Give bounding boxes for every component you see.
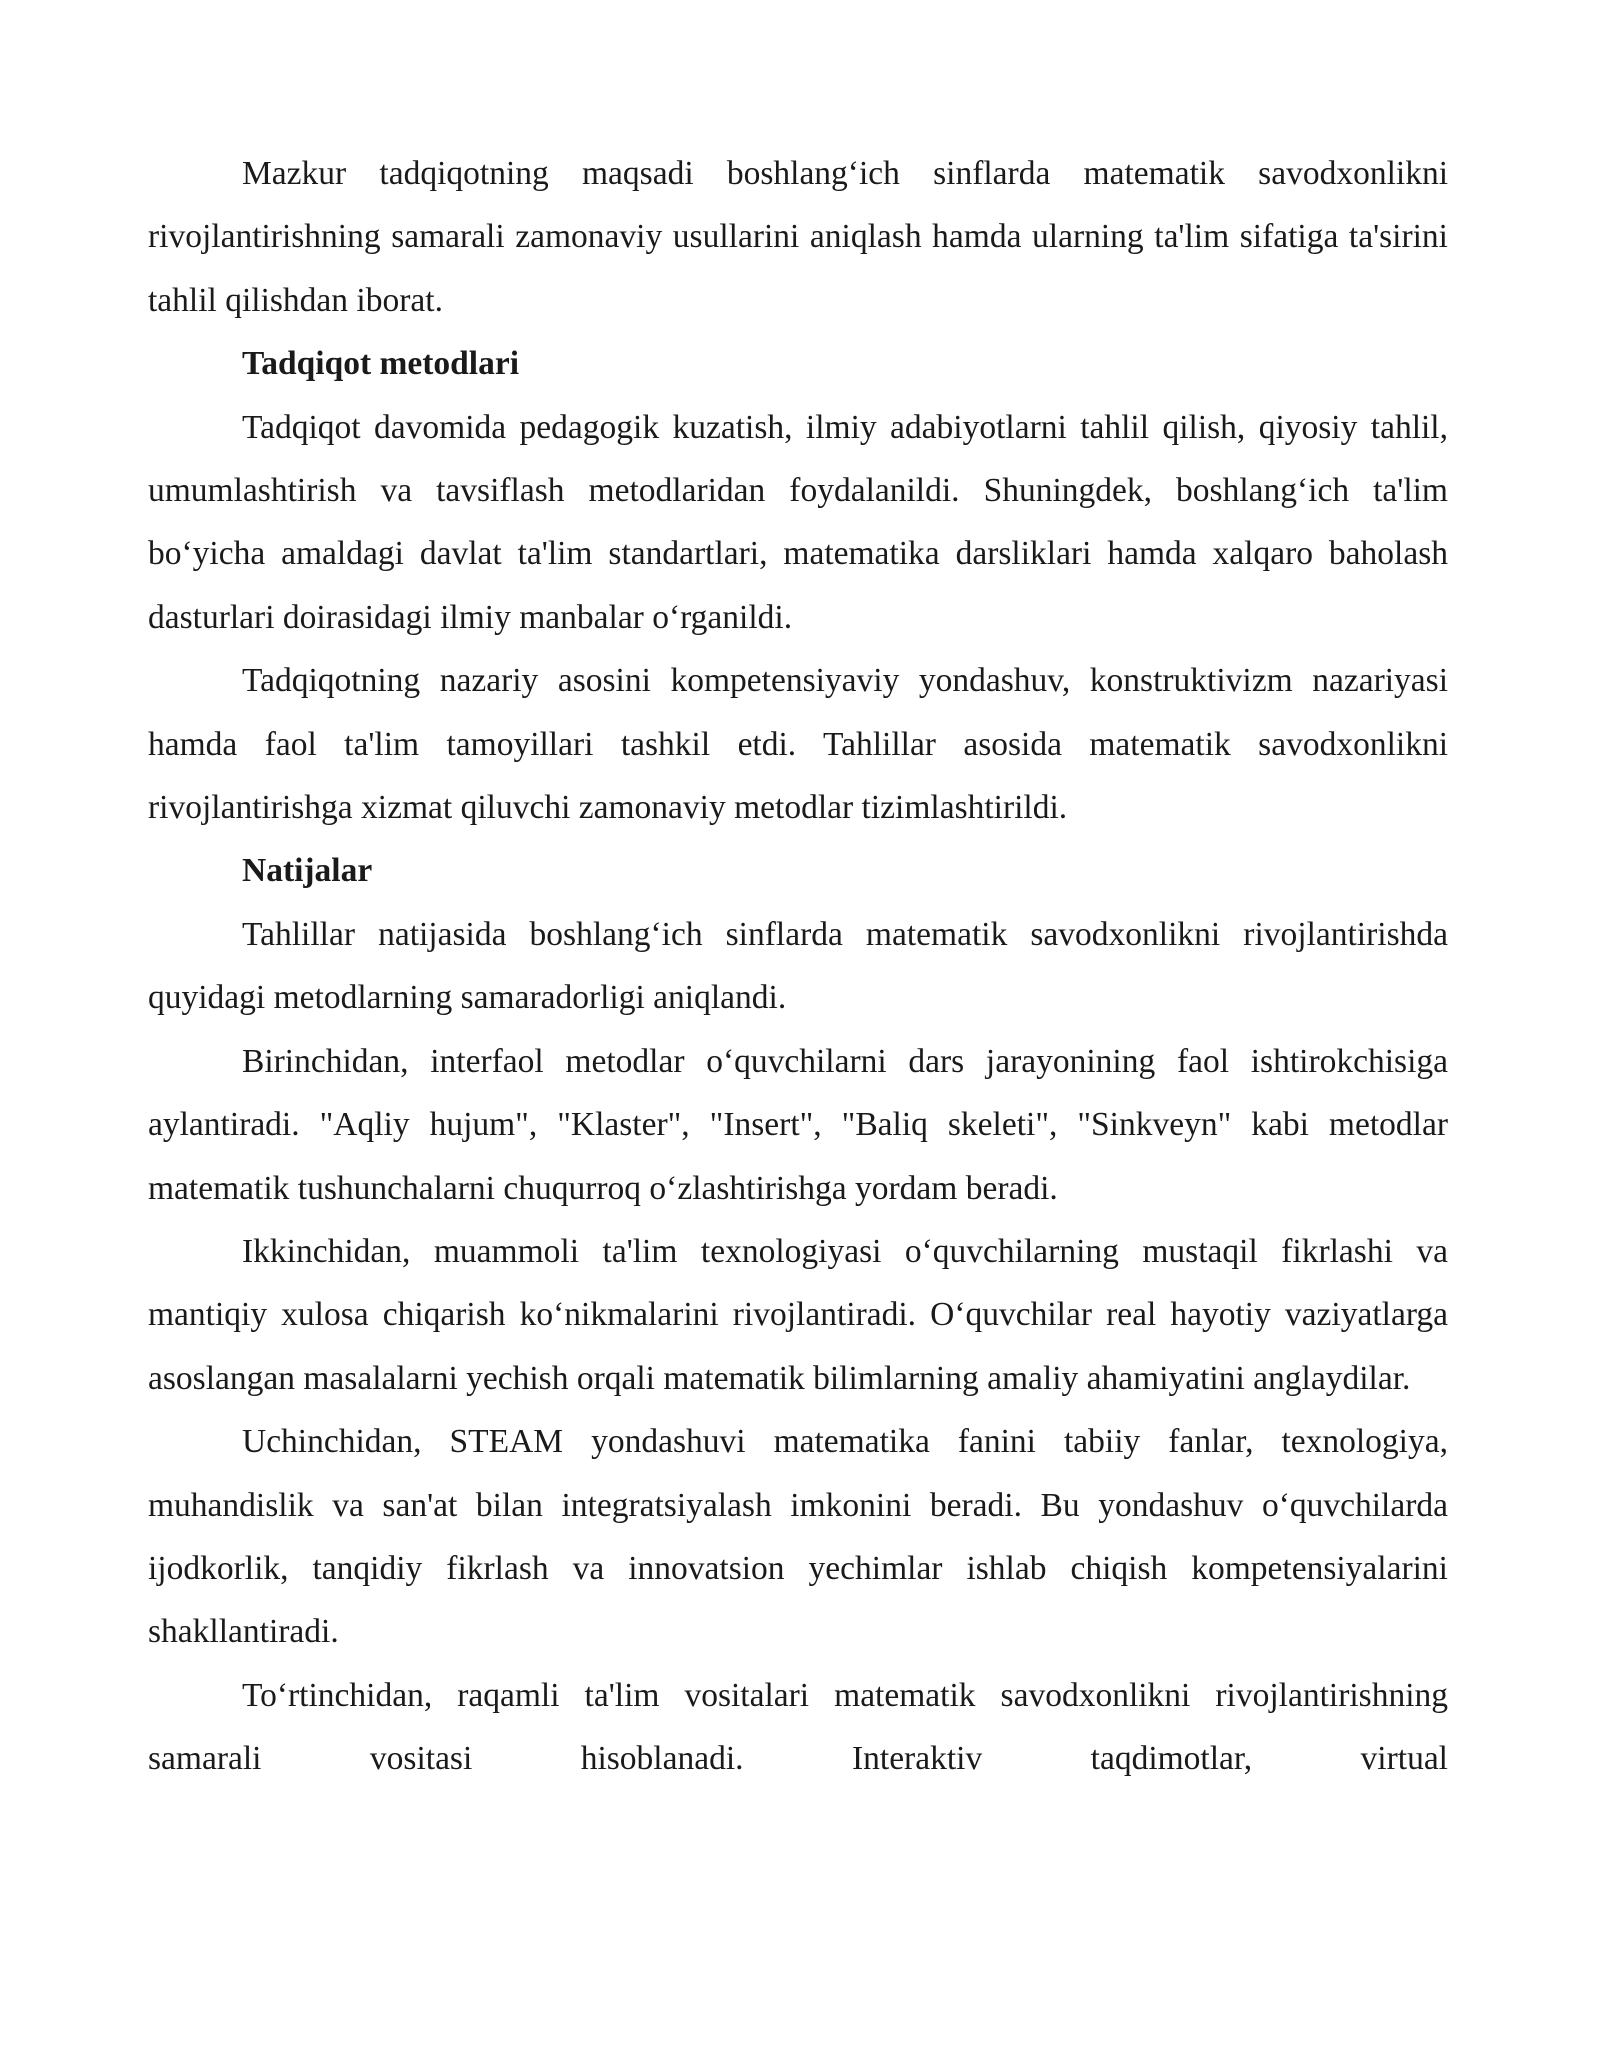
heading-methods: Tadqiqot metodlari <box>242 345 520 383</box>
paragraph-first-point: Birinchidan, interfaol metodlar o‘quvchilarni dars jarayonining faol ishtirokchisiga aylantiradi. "Aqliy hujum", "Klaster", "Insert", "Baliq skeleti", "Sinkveyn" kabi metodlar matematik tushunchalarni chuqurroq o‘zlashtirishga yordam beradi. <box>148 1042 1448 1207</box>
document-page <box>148 142 1448 1791</box>
paragraph-aim: Mazkur tadqiqotning maqsadi boshlang‘ich sinflarda matematik savodxonlikni rivojlantirishning samarali zamonaviy usullarini aniqlash hamda ularning ta'lim sifatiga ta'sirini tahlil qilishdan iborat. <box>148 155 1448 319</box>
paragraph-third-point: Uchinchidan, STEAM yondashuvi matematika fanini tabiiy fanlar, texnologiya, muhandislik va san'at bilan integratsiyalash imkonini beradi. Bu yondashuv o‘quvchilarda ijodkorlik, tanqidiy fikrlash va innovatsion yechimlar ishlab chiqish kompetensiyalarini shakllantiradi. <box>148 1423 1448 1651</box>
paragraph-fourth-point: To‘rtinchidan, raqamli ta'lim vositalari matematik savodxonlikni rivojlantirishning samarali vositasi hisoblanadi. Interaktiv taqdimotlar, virtual <box>148 1676 1448 1778</box>
paragraph-theoretical-basis: Tadqiqotning nazariy asosini kompetensiyaviy yondashuv, konstruktivizm nazariyasi hamda faol ta'lim tamoyillari tashkil etdi. Tahlillar asosida matematik savodxonlikni rivojlantirishga xizmat qiluvchi zamonaviy metodlar tizimlashtirildi. <box>148 662 1448 827</box>
paragraph-methods-used: Tadqiqot davomida pedagogik kuzatish, ilmiy adabiyotlarni tahlil qilish, qiyosiy tahlil, umumlashtirish va tavsiflash metodlaridan foydalanildi. Shuningdek, boshlang‘ich ta'lim bo‘yicha amaldagi davlat ta'lim standartlari, matematika darsliklari hamda xalqaro baholash dasturlari doirasidagi ilmiy manbalar o‘rganildi. <box>148 408 1448 636</box>
heading-results: Natijalar <box>242 852 373 890</box>
paragraph-results-intro: Tahlillar natijasida boshlang‘ich sinflarda matematik savodxonlikni rivojlantirishda quyidagi metodlarning samaradorligi aniqlandi. <box>148 915 1448 1017</box>
paragraph-second-point: Ikkinchidan, muammoli ta'lim texnologiyasi o‘quvchilarning mustaqil fikrlashi va mantiqiy xulosa chiqarish ko‘nikmalarini rivojlantiradi. O‘quvchilar real hayotiy vaziyatlarga asoslangan masalalarni yechish orqali matematik bilimlarning amaliy ahamiyatini anglaydilar. <box>148 1232 1448 1397</box>
